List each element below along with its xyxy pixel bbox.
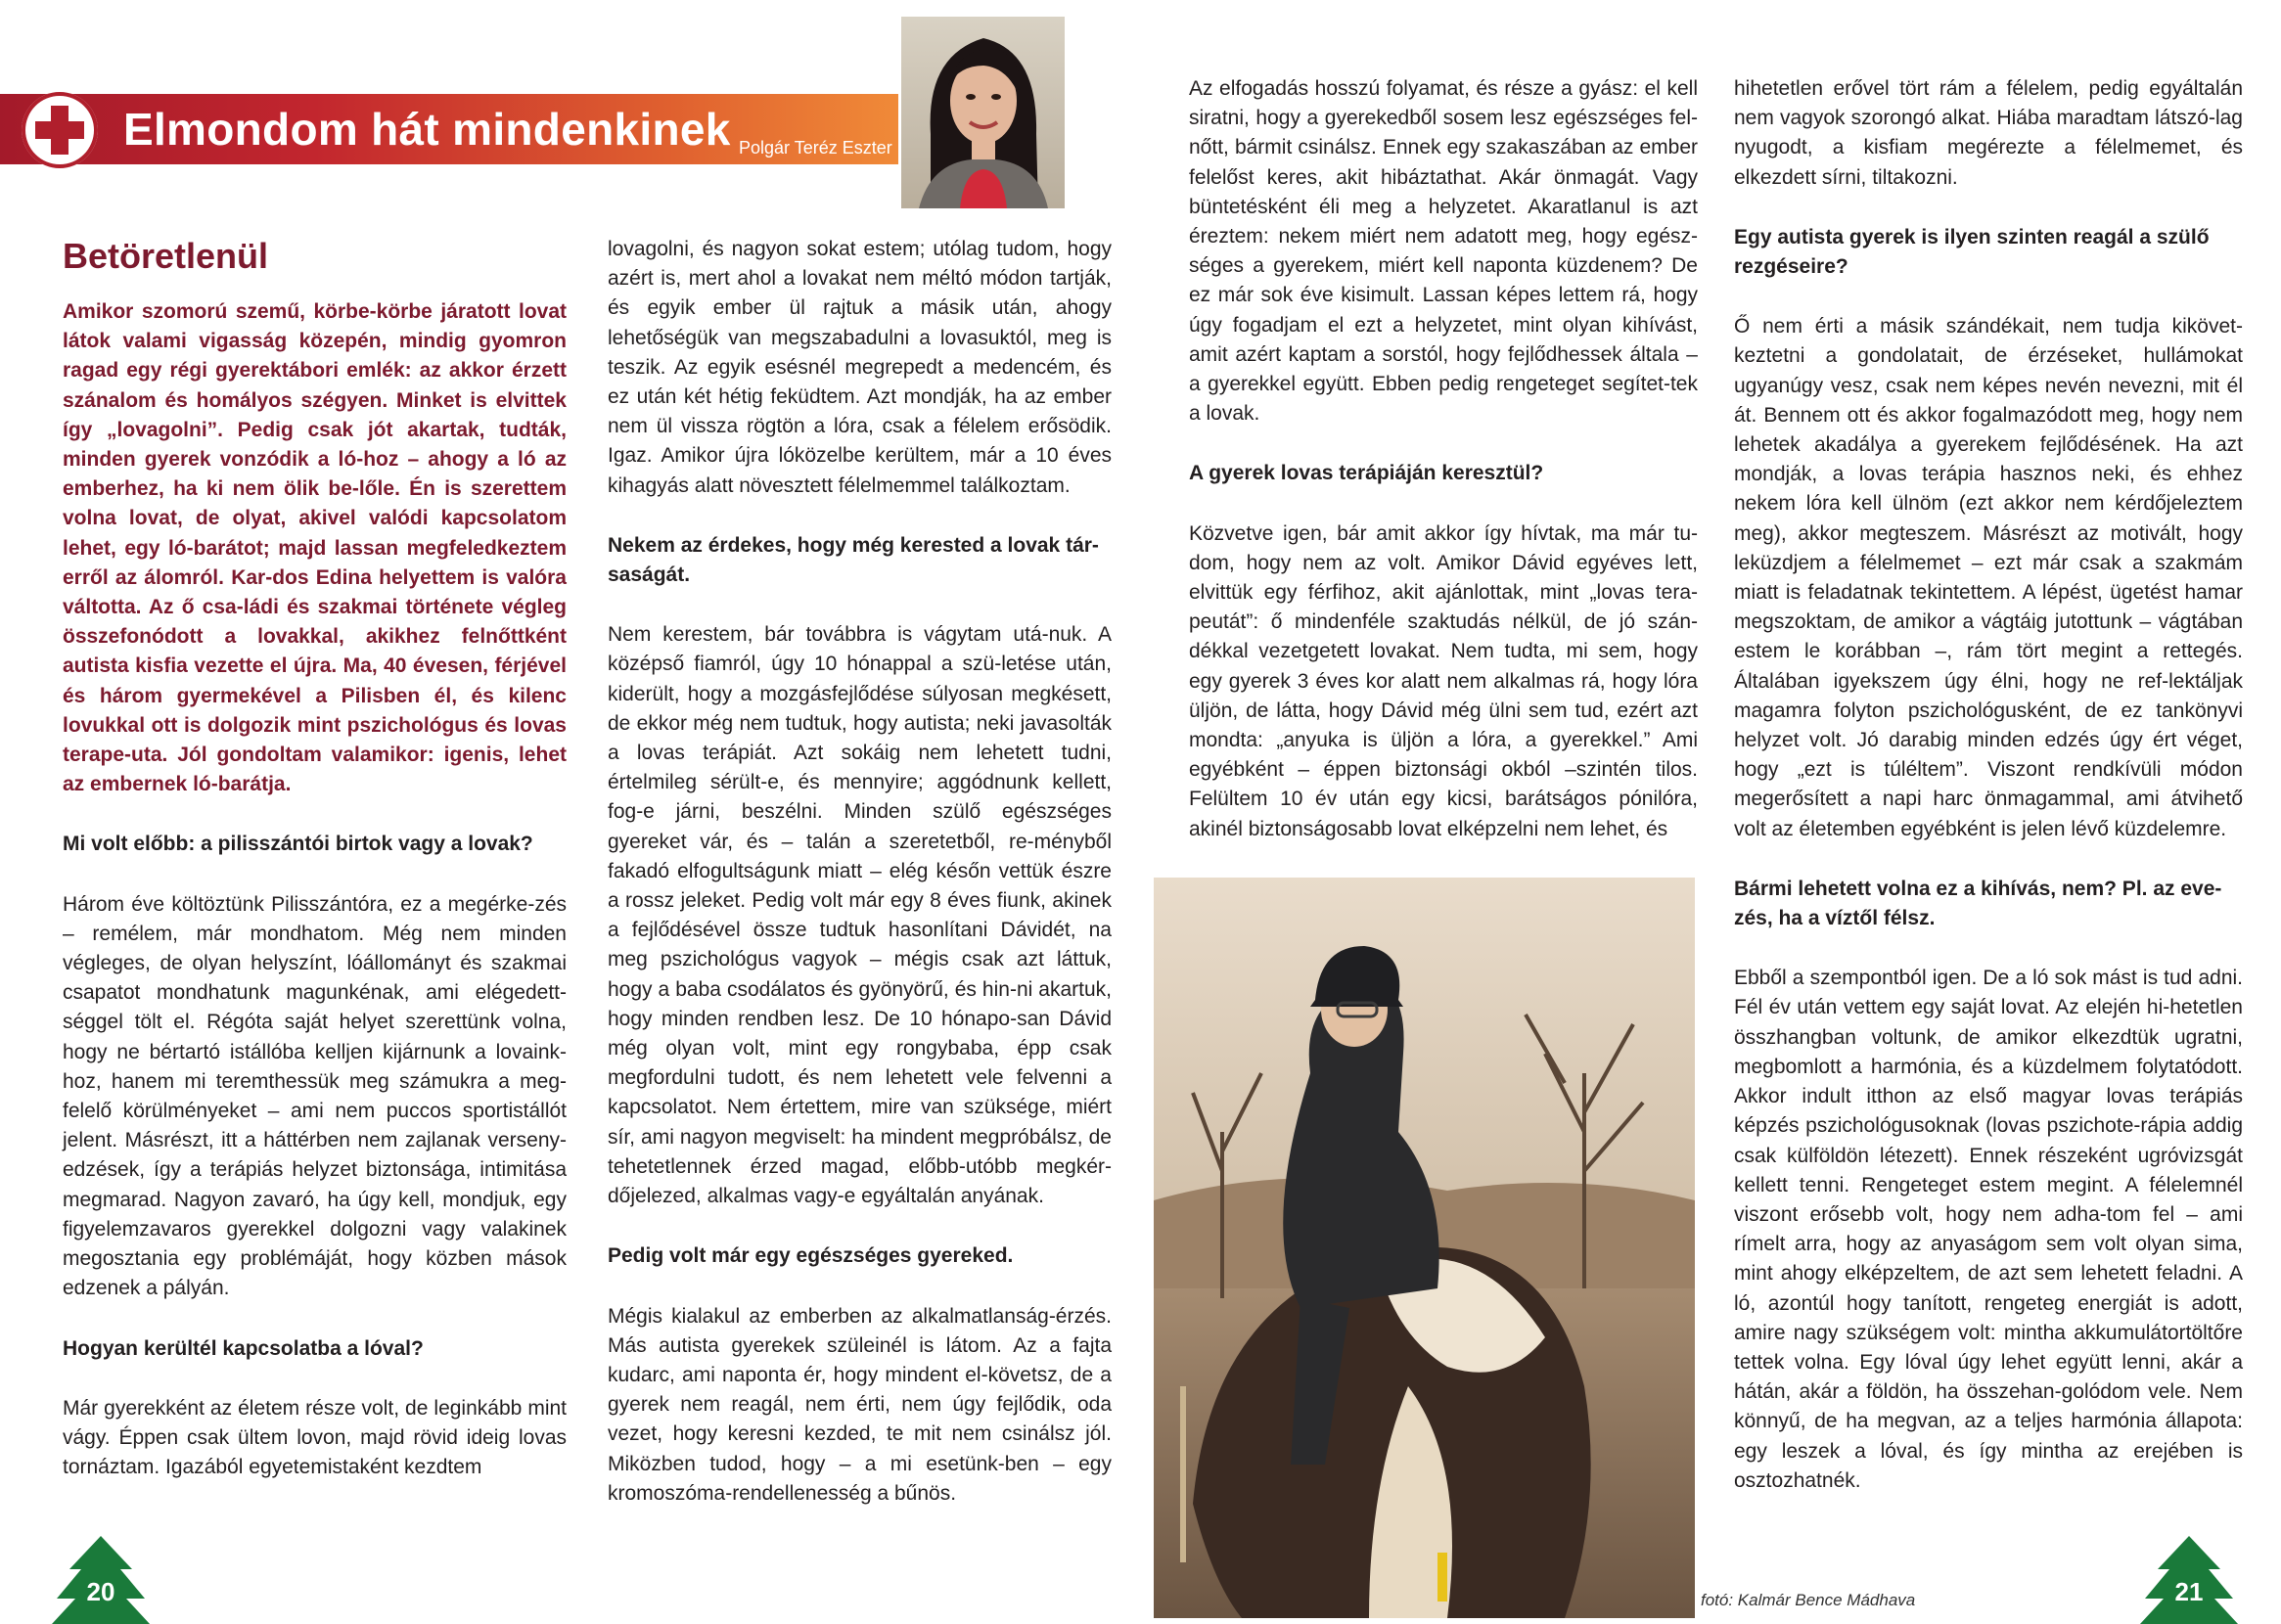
question-4: Pedig volt már egy egészséges gyereked. bbox=[608, 1244, 1014, 1268]
page-number-left: 20 bbox=[86, 1577, 115, 1606]
answer-7: Ebből a szempontból igen. De a ló sok mást is tud adni. Fél év után vettem egy saját lovat. Az elején hi-hetetlen összhangban voltunk, de amikor elkezdtük ugratni, megbomlott a harmónia, és a küzdelmem folytatódott. Akkor indult itthon az első magyar lovas terápiás képzés pszichológusoknak (lovas pszichote-rápia addig csak külföldön létezett). Ennek részeként ugróvizsgát kellett tenni. Rengeteget estem megint. A félelemnél viszont erősebb volt, hogy nem adha-tom fel – ami rímelt arra, hogy az anyaságom sem volt olyan sima, mint ahogy elképzeltem, de azt sem lehetett feladni. A ló, azontúl hogy tanított, rengeteg energiát is adott, amire nagy szükségem volt: mintha akkumulátortöltőre tettek volna. Egy lóval úgy lehet együtt lenni, akár a hátán, akár a földön, ha összehan-golódom vele. Nem könnyű, de ha megvan, az a teljes harmónia állapota: egy leszek a lóval, és így mintha az erejében is osztozhatnék. bbox=[1734, 967, 2243, 1492]
column-title: Elmondom hát mindenkinek bbox=[123, 104, 731, 155]
article-lead: Amikor szomorú szemű, körbe-körbe járatott lovat látok valami vigasság közepén, mindig gyomron ragad egy régi gyerektábori emlék: az akkor érzett szánalom és homályos szégyen. Minket is elvittek így „lovagolni”. Pedig csak jót akartak, tudták, minden gyerek vonzódik a ló-hoz – ahogy a ló az emberhez, ha ki nem ölik be-lőle. Én is szerettem volna lovat, de olyat, akivel valódi kapcsolatom lehet, egy ló-barátot; majd lassan megfeledkeztem erről az álomról. Kar-dos Edina helyettem is valóra váltotta. Az ő csa-ládi és szakmai története végleg összefonódott a lovakkal, akikhez felnőttként autista kisfia vezette el újra. Ma, 40 évesen, férjével és három gyermekével a Pilisben él, és kilenc lovukkal ott is dolgozik mint pszichológus és lovas terape-uta. Jól gondoltam valamikor: igenis, lehet az embernek ló-barátja. bbox=[63, 300, 567, 796]
question-3: Nekem az érdekes, hogy még kerested a lovak tár-saságát. bbox=[608, 533, 1099, 587]
author-name: Polgár Teréz Eszter bbox=[739, 138, 892, 158]
answer-2-part-2: lovagolni, és nagyon sokat estem; utólag tudom, hogy azért is, mert ahol a lovakat nem méltó módon tartják, és egyik ember ül rajtuk a másik után, ahogy lehetőségük van megszabadulni a lovasuktól, meg is teszik. Az egyik esésnél megrepedt a medencém, és ez után két hétig feküdtem. Azt mondják, ha az ember nem ül vissza rögtön a lóra, csak a félelem erősödik. Igaz. Amikor újra lóközelbe kerültem, már a 10 éves kihagyás alatt növesztett félelmemmel találkoztam. bbox=[608, 238, 1112, 497]
answer-3: Nem kerestem, bár továbbra is vágytam utá-nuk. A középső fiamról, úgy 10 hónappal a szü-letése után, kiderült, hogy a mozgásfejlődése súlyosan megkésett, de ekkor még nem tudtuk, hogy autista; neki javasolták a lovas terápiát. Azt sokáig nem lehetett tudni, értelmileg sérült-e, és mennyire; aggódnunk kellett, fog-e járni, beszélni. Minden szülő egészséges gyereket vár, és – talán a szeretetből, re-ményből fakadó elfogultságunk miatt – elég későn vettük észre a rossz jeleket. Pedig volt már egy 8 éves fiunk, akinek a fejlődésével össze tudtuk hasonlítani Dávidét, na meg pszichológus vagyok – mégis csak azt láttuk, hogy a baba csodálatos és gyönyörű, és hin-ni akartuk, hogy minden rendben lesz. De 10 hónapo-san Dávid még olyan volt, mint egy rongybaba, épp csak megfordulni tudott, és nem lehetett vele felvenni a kapcsolatot. Nem értettem, mire van szüksége, miért sír, ami nagyon megviselt: ha mindent megpróbálsz, de tehetetlennek érzed magad, előbb-utóbb megkér-dőjelezed, alkalmas vagy-e egyáltalán anyának. bbox=[608, 623, 1112, 1208]
photo-credit: fotó: Kalmár Bence Mádhava bbox=[1701, 1591, 1916, 1609]
author-portrait bbox=[901, 17, 1065, 208]
question-7: Bármi lehetett volna ez a kihívás, nem? Pl. az eve-zés, ha a víztől félsz. bbox=[1734, 877, 2222, 930]
medical-cross-icon bbox=[22, 92, 98, 168]
answer-4-part-2: Az elfogadás hosszú folyamat, és része a gyász: el kell siratni, hogy a gyerekedből sosem lesz egészséges fel-nőtt, bármit csinálsz. Ennek egy szakaszában az ember felelőst keres, akit hibáztathat. Akár önmagát. Vagy büntetésként éli meg a helyzetet. Akaratlanul is azt éreztem: nekem miért nem adatott meg, hogy egész-séges a gyerekem, miért kell naponta küzdenem? De ez már sok éve kisimult. Lassan képes lettem rá, hogy úgy fogadjam el ezt a helyzetet, mint olyan kihívást, amit azért kaptam a sorstól, hogy fejlődhessek általa – a gyerekkel együtt. Ebben pedig rengeteget segítet-tek a lovak. bbox=[1189, 77, 1698, 426]
column-3 bbox=[1189, 74, 1698, 844]
column-1 bbox=[63, 235, 567, 1482]
column-4 bbox=[1734, 74, 2243, 1496]
article-title: Betöretlenül bbox=[63, 236, 269, 276]
answer-2-part-1: Már gyerekként az életem része volt, de leginkább mint vágy. Éppen csak ültem lovon, majd rövid ideig lovas tornáztam. Igazából egyetemistaként kezdtem bbox=[63, 1396, 567, 1479]
answer-5-part-1: Közvetve igen, bár amit akkor így hívtak, ma már tu-dom, hogy nem az volt. Amikor Dávid egyéves lett, elvittük egy férfihoz, akit ajánlottak, mint „lovas tera-peutát”: ő mindenféle szaktudás nélkül, de jó szán-dékkal vezetgetett lovakat. Nem tudta, mi sem, hogy egy gyerek 3 éves kor alatt nem alkalmas rá, hogy lóra üljön, de látta, hogy Dávid még ülni sem tud, ezért azt mondta: „anyuka is üljön a lóra, a gyerekkel.” Ami egyébként – éppen biztonsági okból –szintén tilos. Felültem 10 év után egy kicsi, barátságos pónilóra, akinél biztonságosabb lovat elképzelni nem lehet, és bbox=[1189, 521, 1698, 840]
answer-6: Ő nem érti a másik szándékait, nem tudja kikövet-keztetni a gondolatait, de érzéseket, hullámokat ugyanúgy vesz, csak nem képes nevén nevezni, mit él át. Bennem ott és akkor fogalmazódott meg, hogy nem lehetek akadálya a gyerekem fejlődésének. Ha azt mondják, a lovas terápia hasznos neki, és ehhez nekem lóra kell ülnöm (ezt akkor nem kérdőjeleztem meg), akkor megteszem. Másrészt az motivált, hogy leküzdjem a félelmemet – ezt már csak a szakmám miatt is feladatnak tekintettem. A lépést, ügetést hamar megszoktam, de amikor a vágtáig jutottunk – vágtában estem le korábban –, rám tört megint a rettegés. Általában igyekszem úgy élni, hogy ne ref-lektáljak magamra folyton pszichológusként, de ez tankönyvi helyzet volt. Jó darabig minden edzés úgy ért véget, hogy „ezt is túléltem”. Viszont rendkívüli módon megerősített a napi harc önmagammal, ami átvihető volt az életemben egyébként is jelen lévő küzdelemre. bbox=[1734, 315, 2243, 840]
page-number-right: 21 bbox=[2174, 1577, 2204, 1606]
column-2 bbox=[608, 235, 1112, 1509]
question-2: Hogyan kerültél kapcsolatba a lóval? bbox=[63, 1336, 424, 1360]
question-1: Mi volt előbb: a pilisszántói birtok vagy a lovak? bbox=[63, 833, 533, 856]
portrait-image bbox=[901, 17, 1065, 208]
answer-1: Három éve költöztünk Pilisszántóra, ez a megérke-zés – remélem, már mondhatom. Még nem minden végleges, de olyan helyszínt, lóállományt és szakmai csapatot mondhatunk magunkénak, ami elégedett-séggel tölt el. Régóta saját helyet szerettünk volna, hogy ne bértartó istállóba kelljen kijárnunk a lovaink-hoz, hanem mi teremthessük meg számukra a meg-felelő körülményeket – ami nem puccos sportistállót jelent. Másrészt, itt a háttérben nem zajlanak verseny-edzések, így a terápiás helyzet biztonsága, intimitása megmarad. Nagyon zavaró, ha úgy kell, mondjuk, egy figyelemzavaros gyerekkel dolgozni vagy valakinek megosztania egy problémáját, hogy közben mások edzenek a pályán. bbox=[63, 892, 567, 1300]
question-6: Egy autista gyerek is ilyen szinten reagál a szülő rezgéseire? bbox=[1734, 225, 2210, 279]
answer-5-part-2: hihetetlen erővel tört rám a félelem, pedig egyáltalán nem vagyok szorongó alkat. Hiába maradtam látszó-lag nyugodt, a kisfiam megérezte a félelmemet, és elkezdett sírni, tiltakozni. bbox=[1734, 77, 2243, 189]
question-5: A gyerek lovas terápiáján keresztül? bbox=[1189, 462, 1544, 485]
answer-4-part-1: Mégis kialakul az emberben az alkalmatlanság-érzés. Más autista gyerekek szüleinél is látom. Az a fajta kudarc, ami naponta ér, hogy mindent el-követsz, de a gyerek nem reagál, nem érti, nem úgy fejlődik, oda vezet, hogy keresni kezded, te mit nem csinálsz jól. Miközben tudod, hogy – a mi esetünk-ben – egy kromoszóma-rendellenesség a bűnös. bbox=[608, 1304, 1112, 1505]
horse-riding-photo bbox=[1154, 878, 1695, 1618]
horse-photo-image bbox=[1154, 878, 1695, 1618]
